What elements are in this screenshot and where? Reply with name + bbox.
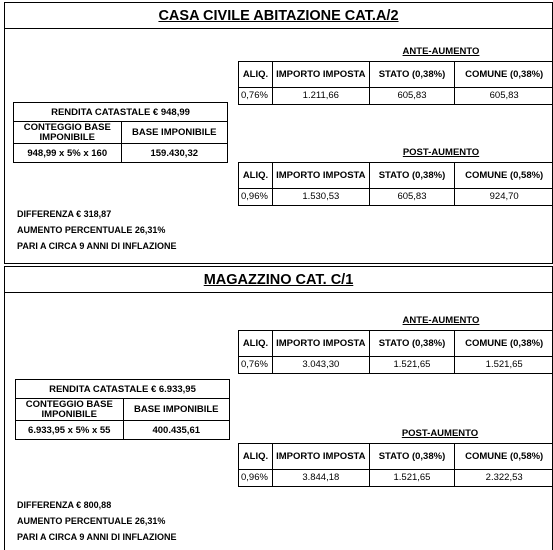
section-title: MAGAZZINO CAT. C/1 [5,267,552,293]
note-differenza: DIFFERENZA € 800,88 [17,500,112,510]
notes [17,206,177,254]
rendita-title: RENDITA CATASTALE € 6.933,95 [16,380,230,399]
table-caption: ANTE-AUMENTO [402,46,480,58]
header-stato: STATO (0,38%) [369,330,455,356]
table-row: 0,76% 1.211,66 605,83 605,83 [239,87,553,104]
header-conteggio: CONTEGGIO BASE IMPONIBILE [16,399,124,421]
note-differenza: DIFFERENZA € 318,87 [17,209,112,219]
table-row: 0,76% 3.043,30 1.521,65 1.521,65 [239,356,553,373]
rendita-table [15,379,230,440]
ante-aumento-table [238,312,553,374]
table-row: 0,96% 1.530,53 605,83 924,70 [239,188,553,205]
header-comune: COMUNE (0,38%) [455,330,553,356]
ante-aumento-table [238,43,553,105]
header-base: BASE IMPONIBILE [123,399,230,421]
table-caption: ANTE-AUMENTO [402,315,480,327]
note-aumento: AUMENTO PERCENTUALE 26,31% [17,516,166,526]
section-casa-civile [4,2,553,264]
rendita-title: RENDITA CATASTALE € 948,99 [14,103,228,122]
header-importo: IMPORTO IMPOSTA [272,162,369,188]
note-inflazione: PARI A CIRCA 9 ANNI DI INFLAZIONE [17,532,177,542]
header-aliq: ALIQ. [239,443,273,469]
table-caption: POST-AUMENTO [401,428,479,440]
table-row: 6.933,95 x 5% x 55 400.435,61 [16,421,230,440]
header-base: BASE IMPONIBILE [121,122,228,144]
table-row: 0,96% 3.844,18 1.521,65 2.322,53 [239,469,553,486]
table-caption: POST-AUMENTO [402,147,480,159]
header-aliq: ALIQ. [239,61,273,87]
notes [17,497,177,545]
header-comune: COMUNE (0,58%) [455,443,553,469]
header-stato: STATO (0,38%) [369,61,455,87]
header-importo: IMPORTO IMPOSTA [272,443,369,469]
note-inflazione: PARI A CIRCA 9 ANNI DI INFLAZIONE [17,241,177,251]
note-aumento: AUMENTO PERCENTUALE 26,31% [17,225,166,235]
post-aumento-table [238,425,553,487]
header-comune: COMUNE (0,58%) [455,162,553,188]
section-title: CASA CIVILE ABITAZIONE CAT.A/2 [5,3,552,29]
rendita-table [13,102,228,163]
table-row: 948,99 x 5% x 160 159.430,32 [14,144,228,163]
header-conteggio: CONTEGGIO BASE IMPONIBILE [14,122,122,144]
section-magazzino [4,266,553,550]
header-comune: COMUNE (0,38%) [455,61,553,87]
post-aumento-table [238,144,553,206]
header-importo: IMPORTO IMPOSTA [272,61,369,87]
header-stato: STATO (0,38%) [369,162,455,188]
header-stato: STATO (0,38%) [369,443,455,469]
header-importo: IMPORTO IMPOSTA [272,330,369,356]
header-aliq: ALIQ. [239,162,273,188]
header-aliq: ALIQ. [239,330,273,356]
